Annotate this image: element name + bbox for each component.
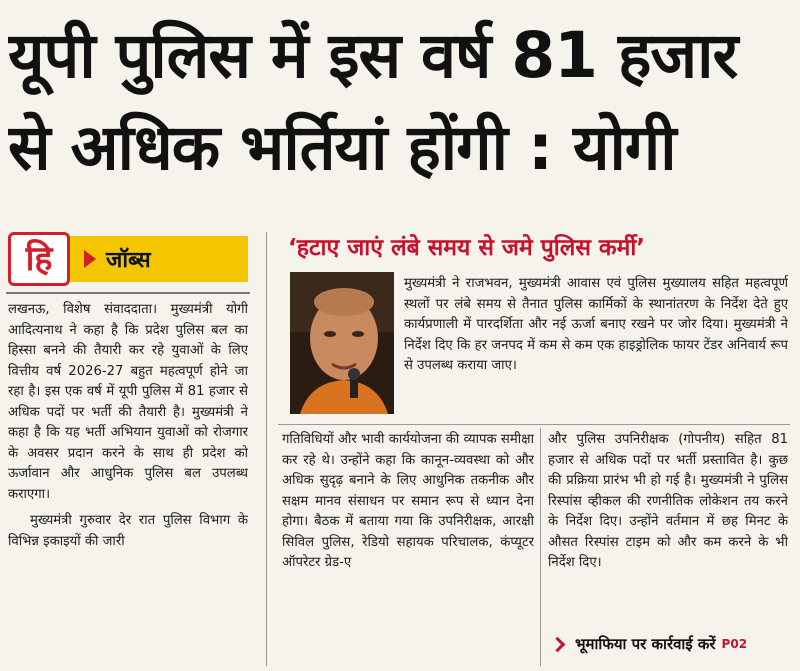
headline-line-1: यूपी पुलिस में इस वर्ष 81 हजार xyxy=(8,19,738,92)
headline xyxy=(8,10,793,194)
photo xyxy=(290,272,394,414)
continue-link[interactable] xyxy=(548,632,792,656)
hindustan-logo xyxy=(8,232,70,286)
logo-text: हि xyxy=(25,239,53,279)
quote-box-text xyxy=(404,274,788,424)
article-column-middle xyxy=(282,430,534,668)
chevron-right-icon xyxy=(550,636,566,652)
article-paragraph: मुख्यमंत्री गुरुवार देर रात पुलिस विभाग के विभिन्न इकाइयों की जारी xyxy=(8,513,248,549)
divider xyxy=(278,424,790,425)
headline-line-2: से अधिक भर्तियां होंगी : योगी xyxy=(8,111,676,184)
quote-heading: ‘हटाए जाएं लंबे समय से जमे पुलिस कर्मी’ xyxy=(288,235,646,261)
section-tag xyxy=(70,236,248,282)
divider xyxy=(6,292,250,294)
page-reference: P02 xyxy=(721,637,748,651)
person-portrait-icon xyxy=(290,272,394,414)
section-tag-label: जॉब्स xyxy=(106,248,151,273)
arrow-right-icon xyxy=(84,250,96,268)
article-column-right xyxy=(548,430,788,630)
column-divider xyxy=(266,232,267,666)
continue-label: भूमाफिया पर कार्रवाई करें xyxy=(575,635,716,653)
article-column-left xyxy=(8,300,248,668)
article-paragraph: गतिविधियों और भावी कार्ययोजना की व्यापक समीक्षा कर रहे थे। उन्होंने कहा कि कानून-व्यवस्था को और अधिक सुदृढ़ बनाने के लिए आधुनिक तकनीक और सक्षम मानव संसाधन पर समान रूप से ध्यान देना होगा। बैठक में बताया गया कि उपनिरीक्षक, आरक्षी सिविल पुलिस, रेडियो सहायक परिचालक, कंप्यूटर ऑपरेटर ग्रेड-ए xyxy=(282,432,534,570)
article-paragraph: और पुलिस उपनिरीक्षक (गोपनीय) सहित 81 हजार से अधिक पदों पर भर्ती प्रस्तावित है। कुछ की प्रक्रिया प्रारंभ भी हो गई है। मुख्यमंत्री ने पुलिस रिस्पांस व्हीकल की रणनीतिक लोकेशन तय करने के निर्देश दिए। उन्होंने वर्तमान में छह मिनट के औसत रिस्पांस टाइम को और कम करने के भी निर्देश दिए। xyxy=(548,432,788,570)
article-paragraph: लखनऊ, विशेष संवाददाता। मुख्यमंत्री योगी आदित्यनाथ ने कहा है कि प्रदेश पुलिस बल का हिस्सा बनने की तैयारी कर रहे युवाओं के लिए वित्तीय वर्ष 2026-27 बहुत महत्वपूर्ण होने जा रहा है। इस एक वर्ष में यूपी पुलिस में 81 हजार से अधिक पदों पर भर्ती की तैयारी है। मुख्यमंत्री ने कहा है कि यह भर्ती अभियान युवाओं को रोजगार के अवसर प्रदान करने के साथ ही प्रदेश को ऊर्जावान और आधुनिक पुलिस बल उपलब्ध कराएगा। xyxy=(8,302,248,502)
quote-paragraph: मुख्यमंत्री ने राजभवन, मुख्यमंत्री आवास एवं पुलिस मुख्यालय सहित महत्वपूर्ण स्थलों पर लंबे समय से तैनात पुलिस कार्मिकों के स्थानांतरण के निर्देश देते हुए कार्यप्रणाली में पारदर्शिता और नई ऊर्जा बनाए रखने पर जोर दिया। मुख्यमंत्री ने निर्देश दिए कि हर जनपद में कम से कम एक हाइड्रोलिक फायर टेंडर अनिवार्य रूप से उपलब्ध कराया जाए। xyxy=(404,276,788,373)
column-divider xyxy=(540,428,541,666)
